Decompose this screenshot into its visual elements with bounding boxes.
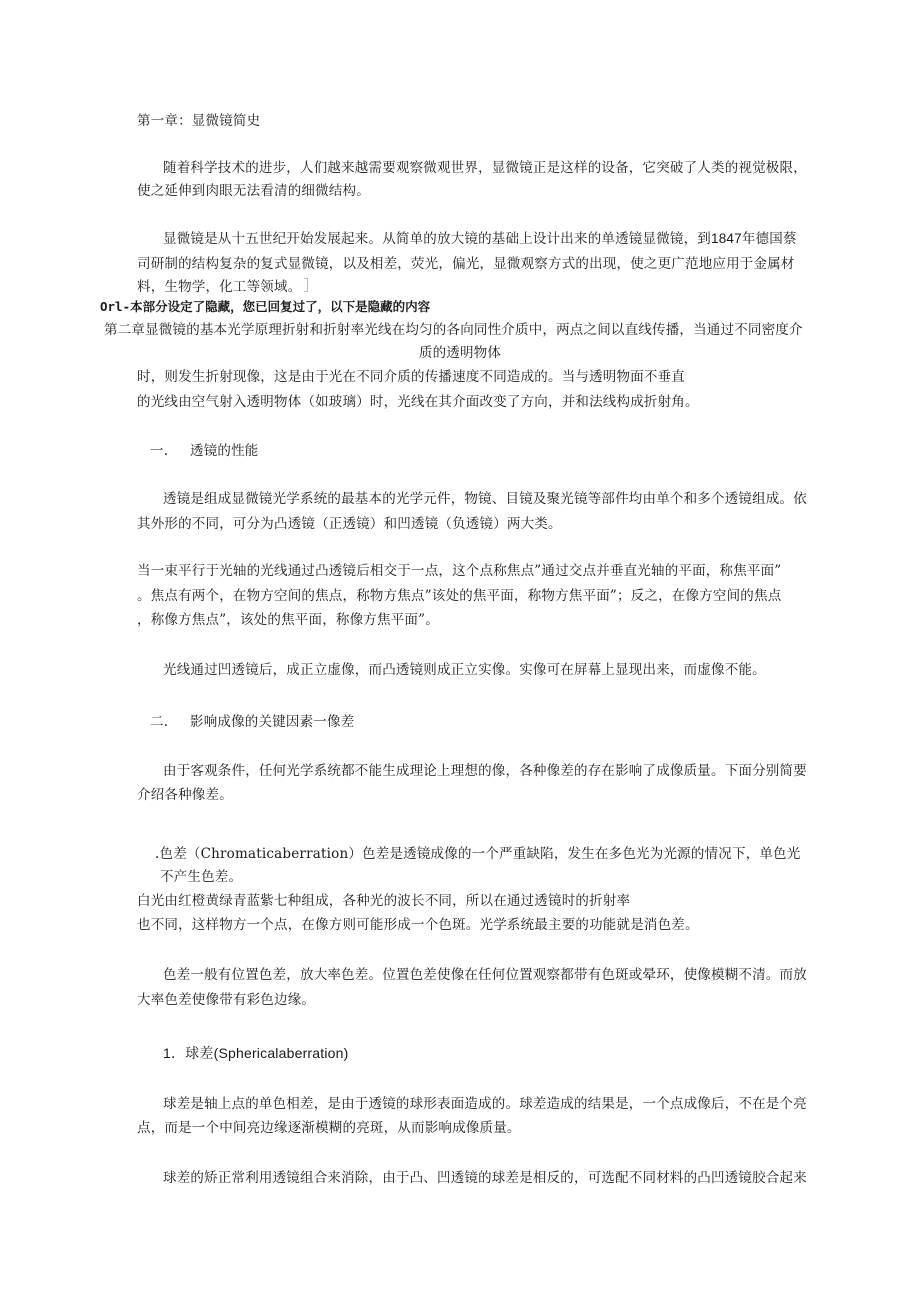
chromatic-aberration-line3: 白光由红橙黄绿青蓝紫七种组成，各种光的波长不同，所以在通过透镜时的折射率 (137, 893, 631, 909)
section-1-title: 透镜的性能 (190, 443, 259, 459)
sph-para2-line1: 球差的矫正常利用透镜组合来消除，由于凸、凹透镜的球差是相反的，可选配不同材料的凸凹透镜胶合起来 (163, 1170, 807, 1186)
ch2-para1-line1: 时，则发生折射现像，这是由于光在不同介质的传播速度不同造成的。当与透明物面不垂直 (137, 369, 685, 385)
section-1-number: 一. (150, 443, 169, 459)
chapter-1-title: 第一章：显微镜简史 (137, 113, 261, 129)
ch1-para1-line1: 随着科学技术的进步，人们越来越需要观察微观世界，显微镜正是这样的设备，它突破了人类的视觉极限， (163, 160, 807, 176)
spherical-aberration-heading: 1．球差(Sphericalaberration) (163, 1045, 349, 1061)
sec2-para1-line1: 由于客观条件，任何光学系统都不能生成理论上理想的像，各种像差的存在影响了成像质量。下面分别简要 (163, 763, 807, 779)
sec1-para1-line1: 透镜是组成显微镜光学系统的最基本的光学元件，物镜、目镜及聚光镜等部件均由单个和多个透镜组成。依 (163, 491, 807, 507)
sph-para1-line1: 球差是轴上点的单色相差，是由于透镜的球形表面造成的。球差造成的结果是，一个点成像后，不在是个亮 (163, 1096, 807, 1112)
ch2-para1-line2: 的光线由空气射入透明物体（如玻璃）时，光线在其介面改变了方向，并和法线构成折射角。 (137, 394, 699, 410)
chromatic-aberration-line4: 也不同，这样物方一个点，在像方则可能形成一个色斑。光学系统最主要的功能就是消色差。 (137, 917, 699, 933)
sec2-chroma2-line2: 大率色差使像带有彩色边缘。 (137, 992, 316, 1008)
section-2-number: 二. (150, 714, 169, 730)
sec2-chroma2-line1: 色差一般有位置色差，放大率色差。位置色差使像在任何位置观察都带有色斑或晕环，使像模糊不清。而放 (163, 967, 807, 983)
sec2-para1-line2: 介绍各种像差。 (137, 787, 233, 803)
sec1-para2-line3: ，称像方焦点”，该处的焦平面，称像方焦平面”。 (137, 612, 439, 628)
hidden-content-notice: Orl-本部分设定了隐藏，您已回复过了，以下是隐藏的内容 (100, 299, 431, 314)
ch1-para2-line2: 司研制的结构复杂的复式显微镜，以及相差，荧光，偏光，显微观察方式的出现，使之更广范地应用于金属材 (137, 256, 795, 272)
year-1847: 1847 (711, 231, 742, 246)
sec1-para3: 光线通过凹透镜后，成正立虚像，而凸透镜则成正立实像。实像可在屏幕上显现出来，而虚像不能。 (163, 662, 766, 678)
ch1-para1-line2: 使之延伸到肉眼无法看清的细微结构。 (137, 183, 370, 199)
chromatic-aberration-line2: 不产生色差。 (160, 869, 243, 885)
sec1-para2-line1: 当一束平行于光轴的光线通过凸透镜后相交于一点，这个点称焦点”通过交点并垂直光轴的平面，称焦平面” (137, 563, 782, 579)
section-2-title: 影响成像的关键因素一像差 (190, 714, 355, 730)
ch1-para2-line1-pre: 显微镜是从十五世纪开始发展起来。从简单的放大镜的基础上设计出来的单透镜显微镜，到 (163, 231, 711, 247)
sec1-para1-line2: 其外形的不同，可分为凸透镜（正透镜）和凹透镜（负透镜）两大类。 (137, 516, 562, 532)
chapter-2-title-line1: 第二章显微镜的基本光学原理折射和折射率光线在均匀的各向同性介质中，两点之间以直线传播，当通过不同密度介 (104, 322, 803, 338)
chapter-2-title-line2: 质的透明物体 (418, 345, 502, 361)
bracket-mark (304, 278, 308, 292)
ch1-para2-line1-post: 年德国蔡 (741, 231, 797, 247)
chromatic-aberration-line1: .色差（Chromaticaberration）色差是透镜成像的一个严重缺陷，发生在多色光为光源的情况下，单色光 (155, 846, 801, 862)
sec1-para2-line2: 。焦点有两个，在物方空间的焦点，称物方焦点”该处的焦平面，称物方焦平面”；反之，在像方空间的焦点 (137, 588, 782, 604)
sph-para1-line2: 点，而是一个中间亮边缘逐渐模糊的亮斑，从而影响成像质量。 (137, 1120, 521, 1136)
ch1-para2-line3 (137, 278, 308, 296)
ch1-para2-line1 (163, 230, 797, 248)
ch1-para2-line3-text: 料，生物学，化工等领域。 (137, 279, 302, 295)
